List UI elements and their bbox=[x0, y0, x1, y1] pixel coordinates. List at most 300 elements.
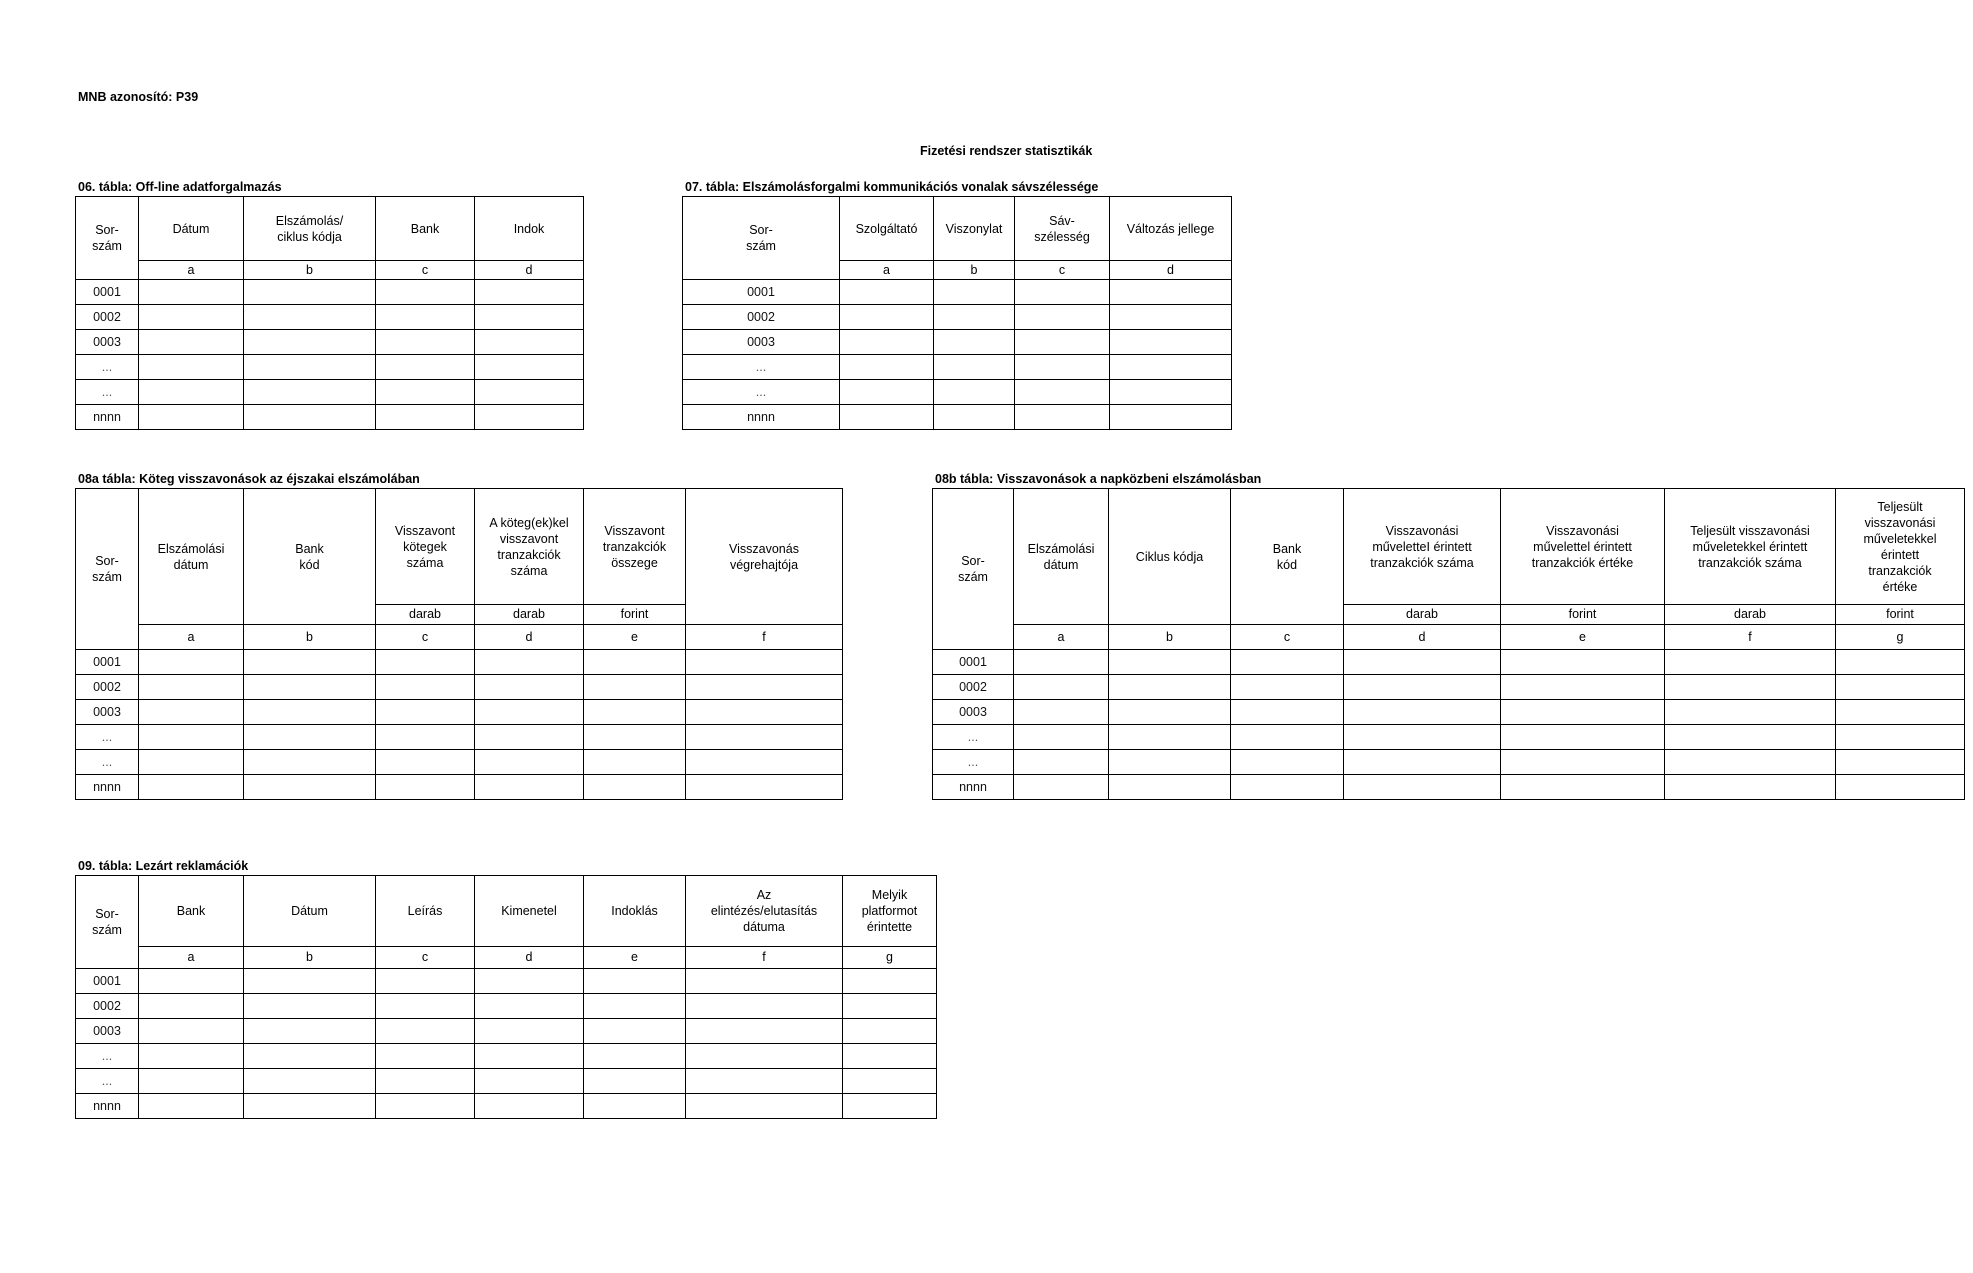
column-header: Teljesült visszavonási műveletekkel érintett tranzakciók értéke bbox=[1836, 489, 1965, 605]
column-header: Szolgáltató bbox=[840, 197, 934, 261]
data-cell bbox=[139, 380, 244, 405]
data-cell bbox=[244, 305, 376, 330]
column-header: Leírás bbox=[376, 876, 475, 947]
column-header: Visszavont tranzakciók összege bbox=[584, 489, 686, 605]
data-cell bbox=[139, 1094, 244, 1119]
data-cell bbox=[1344, 650, 1501, 675]
table-row bbox=[76, 1094, 937, 1119]
data-cell bbox=[1501, 650, 1665, 675]
column-letter: g bbox=[1836, 625, 1965, 650]
header-row bbox=[76, 489, 843, 605]
data-cell bbox=[843, 969, 937, 994]
page-title: Fizetési rendszer statisztikák bbox=[920, 144, 1093, 158]
unit-label: darab bbox=[1665, 605, 1836, 625]
data-cell bbox=[1109, 725, 1231, 750]
data-cell bbox=[475, 1069, 584, 1094]
data-cell bbox=[244, 650, 376, 675]
data-cell bbox=[1344, 725, 1501, 750]
table-row bbox=[933, 725, 1965, 750]
column-header: Kimenetel bbox=[475, 876, 584, 947]
data-cell bbox=[475, 750, 584, 775]
data-cell bbox=[475, 650, 584, 675]
data-cell bbox=[376, 725, 475, 750]
column-header: Változás jellege bbox=[1110, 197, 1232, 261]
data-cell bbox=[1231, 725, 1344, 750]
header-row bbox=[76, 876, 937, 947]
row-number: nnnn bbox=[683, 405, 840, 430]
table-row bbox=[76, 405, 584, 430]
data-cell bbox=[934, 405, 1015, 430]
column-header: Visszavonási művelettel érintett tranzakciók értéke bbox=[1501, 489, 1665, 605]
data-cell bbox=[840, 405, 934, 430]
unit-label: forint bbox=[1501, 605, 1665, 625]
data-cell bbox=[1231, 750, 1344, 775]
row-number: 0003 bbox=[76, 330, 139, 355]
table-09-title: 09. tábla: Lezárt reklamációk bbox=[78, 859, 249, 873]
table-row bbox=[76, 355, 584, 380]
data-cell bbox=[1015, 305, 1110, 330]
column-letter: e bbox=[1501, 625, 1665, 650]
data-cell bbox=[1836, 675, 1965, 700]
unit-label: forint bbox=[584, 605, 686, 625]
data-cell bbox=[1109, 675, 1231, 700]
table-09 bbox=[75, 875, 937, 1119]
column-header: Elszámolási dátum bbox=[139, 489, 244, 625]
data-cell bbox=[1665, 650, 1836, 675]
data-cell bbox=[1231, 650, 1344, 675]
column-letter: c bbox=[1015, 261, 1110, 280]
row-number: 0002 bbox=[683, 305, 840, 330]
row-number: 0001 bbox=[76, 650, 139, 675]
data-cell bbox=[584, 725, 686, 750]
data-cell bbox=[1110, 330, 1232, 355]
table-row bbox=[683, 280, 1232, 305]
data-cell bbox=[139, 405, 244, 430]
column-header: Visszavonás végrehajtója bbox=[686, 489, 843, 625]
column-header: Elszámolás/ ciklus kódja bbox=[244, 197, 376, 261]
column-letter-row bbox=[76, 625, 843, 650]
data-cell bbox=[244, 380, 376, 405]
data-cell bbox=[934, 305, 1015, 330]
column-header: Indok bbox=[475, 197, 584, 261]
data-cell bbox=[139, 305, 244, 330]
data-cell bbox=[475, 355, 584, 380]
data-cell bbox=[584, 775, 686, 800]
row-number: nnnn bbox=[76, 1094, 139, 1119]
column-letter: b bbox=[244, 261, 376, 280]
data-cell bbox=[376, 750, 475, 775]
column-header: Visszavonási műveletteI érintett tranzakciók száma bbox=[1344, 489, 1501, 605]
row-number: 0001 bbox=[683, 280, 840, 305]
data-cell bbox=[1344, 675, 1501, 700]
data-cell bbox=[376, 380, 475, 405]
row-number: ... bbox=[76, 725, 139, 750]
column-letter: f bbox=[686, 947, 843, 969]
data-cell bbox=[376, 1044, 475, 1069]
data-cell bbox=[475, 330, 584, 355]
data-cell bbox=[1109, 750, 1231, 775]
data-cell bbox=[840, 380, 934, 405]
data-cell bbox=[686, 675, 843, 700]
data-cell bbox=[376, 700, 475, 725]
column-letter: b bbox=[934, 261, 1015, 280]
data-cell bbox=[1014, 700, 1109, 725]
column-letter: f bbox=[686, 625, 843, 650]
table-row bbox=[933, 750, 1965, 775]
data-cell bbox=[840, 305, 934, 330]
data-cell bbox=[686, 775, 843, 800]
table-row bbox=[683, 405, 1232, 430]
table-row bbox=[933, 700, 1965, 725]
column-letter: a bbox=[139, 261, 244, 280]
data-cell bbox=[1014, 750, 1109, 775]
data-cell bbox=[475, 380, 584, 405]
data-cell bbox=[1836, 750, 1965, 775]
table-row bbox=[683, 355, 1232, 380]
row-number: 0003 bbox=[76, 700, 139, 725]
column-header: Bank kód bbox=[1231, 489, 1344, 625]
data-cell bbox=[584, 1069, 686, 1094]
row-number: ... bbox=[933, 725, 1014, 750]
column-header: Sáv- szélesség bbox=[1015, 197, 1110, 261]
data-cell bbox=[1015, 280, 1110, 305]
data-cell bbox=[376, 280, 475, 305]
data-cell bbox=[475, 405, 584, 430]
data-cell bbox=[1110, 305, 1232, 330]
data-cell bbox=[686, 650, 843, 675]
row-number: nnnn bbox=[76, 405, 139, 430]
row-number: ... bbox=[933, 750, 1014, 775]
data-cell bbox=[139, 330, 244, 355]
data-cell bbox=[584, 1044, 686, 1069]
table-row bbox=[933, 650, 1965, 675]
data-cell bbox=[244, 1044, 376, 1069]
data-cell bbox=[1110, 380, 1232, 405]
table-row bbox=[933, 675, 1965, 700]
data-cell bbox=[1110, 405, 1232, 430]
row-number: 0001 bbox=[933, 650, 1014, 675]
data-cell bbox=[139, 700, 244, 725]
table-row bbox=[76, 330, 584, 355]
data-cell bbox=[1015, 380, 1110, 405]
data-cell bbox=[840, 280, 934, 305]
column-letter-row bbox=[76, 261, 584, 280]
table-row bbox=[76, 994, 937, 1019]
table-row bbox=[933, 775, 1965, 800]
data-cell bbox=[1501, 750, 1665, 775]
data-cell bbox=[139, 994, 244, 1019]
column-header: Bank bbox=[376, 197, 475, 261]
data-cell bbox=[1501, 725, 1665, 750]
column-header: Bank bbox=[139, 876, 244, 947]
column-letter: e bbox=[584, 947, 686, 969]
data-cell bbox=[244, 1019, 376, 1044]
data-cell bbox=[475, 994, 584, 1019]
data-cell bbox=[1501, 700, 1665, 725]
column-header: Melyik platformot érintette bbox=[843, 876, 937, 947]
data-cell bbox=[686, 1069, 843, 1094]
header-row bbox=[683, 197, 1232, 261]
data-cell bbox=[244, 700, 376, 725]
data-cell bbox=[1014, 725, 1109, 750]
data-cell bbox=[840, 330, 934, 355]
data-cell bbox=[1110, 355, 1232, 380]
column-header: Teljesült visszavonási műveletekkel érintett tranzakciók száma bbox=[1665, 489, 1836, 605]
data-cell bbox=[686, 700, 843, 725]
table-row bbox=[76, 650, 843, 675]
column-letter: d bbox=[1344, 625, 1501, 650]
data-cell bbox=[1501, 775, 1665, 800]
column-letter: a bbox=[139, 947, 244, 969]
data-cell bbox=[244, 280, 376, 305]
data-cell bbox=[1014, 675, 1109, 700]
data-cell bbox=[1665, 775, 1836, 800]
data-cell bbox=[475, 305, 584, 330]
data-cell bbox=[1015, 405, 1110, 430]
table-row bbox=[76, 700, 843, 725]
column-letter: g bbox=[843, 947, 937, 969]
table-row bbox=[76, 750, 843, 775]
data-cell bbox=[139, 650, 244, 675]
column-letter: b bbox=[1109, 625, 1231, 650]
column-header: Dátum bbox=[244, 876, 376, 947]
data-cell bbox=[1231, 675, 1344, 700]
data-cell bbox=[376, 1019, 475, 1044]
column-header: Az elintézés/elutasítás dátuma bbox=[686, 876, 843, 947]
table-row bbox=[76, 380, 584, 405]
row-number: 0002 bbox=[76, 305, 139, 330]
column-letter: b bbox=[244, 947, 376, 969]
row-number: 0002 bbox=[76, 994, 139, 1019]
table-08a-title: 08a tábla: Köteg visszavonások az éjszakai elszámolában bbox=[78, 472, 420, 486]
data-cell bbox=[244, 994, 376, 1019]
row-number: ... bbox=[683, 355, 840, 380]
data-cell bbox=[376, 775, 475, 800]
table-row bbox=[76, 675, 843, 700]
data-cell bbox=[1109, 650, 1231, 675]
table-row bbox=[683, 380, 1232, 405]
data-cell bbox=[1665, 700, 1836, 725]
data-cell bbox=[1836, 775, 1965, 800]
data-cell bbox=[244, 775, 376, 800]
column-letter: f bbox=[1665, 625, 1836, 650]
data-cell bbox=[139, 775, 244, 800]
data-cell bbox=[475, 969, 584, 994]
row-number: ... bbox=[683, 380, 840, 405]
column-header: Visszavont kötegek száma bbox=[376, 489, 475, 605]
column-letter: a bbox=[139, 625, 244, 650]
table-07-title: 07. tábla: Elszámolásforgalmi kommunikációs vonalak sávszélessége bbox=[685, 180, 1099, 194]
table-row bbox=[683, 305, 1232, 330]
row-number: 0003 bbox=[683, 330, 840, 355]
data-cell bbox=[376, 405, 475, 430]
data-cell bbox=[686, 725, 843, 750]
data-cell bbox=[584, 750, 686, 775]
data-cell bbox=[376, 675, 475, 700]
data-cell bbox=[244, 969, 376, 994]
data-cell bbox=[1836, 725, 1965, 750]
column-letter: d bbox=[475, 625, 584, 650]
unit-label: darab bbox=[376, 605, 475, 625]
column-letter-row bbox=[933, 625, 1965, 650]
data-cell bbox=[139, 280, 244, 305]
row-number-header: Sor- szám bbox=[76, 876, 139, 969]
row-number: nnnn bbox=[933, 775, 1014, 800]
row-number-header: Sor- szám bbox=[76, 489, 139, 650]
mnb-id: MNB azonosító: P39 bbox=[78, 90, 199, 104]
data-cell bbox=[244, 355, 376, 380]
table-row bbox=[76, 1044, 937, 1069]
row-number: 0002 bbox=[933, 675, 1014, 700]
data-cell bbox=[1344, 700, 1501, 725]
data-cell bbox=[1014, 775, 1109, 800]
column-letter: c bbox=[376, 947, 475, 969]
data-cell bbox=[843, 1019, 937, 1044]
data-cell bbox=[934, 380, 1015, 405]
data-cell bbox=[475, 775, 584, 800]
unit-label: forint bbox=[1836, 605, 1965, 625]
table-07 bbox=[682, 196, 1232, 430]
row-number-header: Sor- szám bbox=[76, 197, 139, 280]
column-letter: a bbox=[1014, 625, 1109, 650]
data-cell bbox=[475, 280, 584, 305]
data-cell bbox=[1836, 650, 1965, 675]
data-cell bbox=[475, 675, 584, 700]
data-cell bbox=[843, 1069, 937, 1094]
table-06-title: 06. tábla: Off-line adatforgalmazás bbox=[78, 180, 282, 194]
table-08b bbox=[932, 488, 1965, 800]
data-cell bbox=[686, 1044, 843, 1069]
data-cell bbox=[1015, 355, 1110, 380]
row-number: 0003 bbox=[933, 700, 1014, 725]
data-cell bbox=[843, 994, 937, 1019]
data-cell bbox=[244, 1069, 376, 1094]
data-cell bbox=[244, 1094, 376, 1119]
column-header: Elszámolási dátum bbox=[1014, 489, 1109, 625]
data-cell bbox=[139, 969, 244, 994]
data-cell bbox=[584, 1094, 686, 1119]
unit-label: darab bbox=[1344, 605, 1501, 625]
data-cell bbox=[244, 405, 376, 430]
unit-label: darab bbox=[475, 605, 584, 625]
data-cell bbox=[686, 969, 843, 994]
data-cell bbox=[934, 330, 1015, 355]
row-number: ... bbox=[76, 1044, 139, 1069]
table-row bbox=[76, 1069, 937, 1094]
data-cell bbox=[139, 1069, 244, 1094]
data-cell bbox=[1665, 725, 1836, 750]
data-cell bbox=[139, 750, 244, 775]
row-number: nnnn bbox=[76, 775, 139, 800]
column-letter: c bbox=[1231, 625, 1344, 650]
column-header: Indoklás bbox=[584, 876, 686, 947]
data-cell bbox=[1110, 280, 1232, 305]
data-cell bbox=[1501, 675, 1665, 700]
data-cell bbox=[1344, 750, 1501, 775]
data-cell bbox=[1836, 700, 1965, 725]
table-row bbox=[683, 330, 1232, 355]
data-cell bbox=[376, 330, 475, 355]
column-letter: c bbox=[376, 625, 475, 650]
data-cell bbox=[686, 750, 843, 775]
data-cell bbox=[840, 355, 934, 380]
data-cell bbox=[376, 969, 475, 994]
row-number-header: Sor- szám bbox=[683, 197, 840, 280]
column-letter: a bbox=[840, 261, 934, 280]
row-number: 0001 bbox=[76, 280, 139, 305]
data-cell bbox=[584, 969, 686, 994]
row-number: ... bbox=[76, 750, 139, 775]
data-cell bbox=[376, 1069, 475, 1094]
column-header: Viszonylat bbox=[934, 197, 1015, 261]
data-cell bbox=[843, 1044, 937, 1069]
data-cell bbox=[843, 1094, 937, 1119]
data-cell bbox=[686, 1094, 843, 1119]
data-cell bbox=[1109, 700, 1231, 725]
data-cell bbox=[1231, 775, 1344, 800]
data-cell bbox=[1015, 330, 1110, 355]
data-cell bbox=[244, 725, 376, 750]
column-letter-row bbox=[76, 947, 937, 969]
data-cell bbox=[244, 330, 376, 355]
data-cell bbox=[1665, 750, 1836, 775]
data-cell bbox=[584, 994, 686, 1019]
data-cell bbox=[376, 355, 475, 380]
table-08a bbox=[75, 488, 843, 800]
table-row bbox=[76, 280, 584, 305]
table-row bbox=[76, 1019, 937, 1044]
data-cell bbox=[584, 700, 686, 725]
data-cell bbox=[139, 675, 244, 700]
table-row bbox=[76, 969, 937, 994]
row-number: 0003 bbox=[76, 1019, 139, 1044]
data-cell bbox=[376, 994, 475, 1019]
row-number: ... bbox=[76, 1069, 139, 1094]
data-cell bbox=[686, 994, 843, 1019]
data-cell bbox=[376, 305, 475, 330]
column-letter: d bbox=[1110, 261, 1232, 280]
data-cell bbox=[1109, 775, 1231, 800]
row-number: ... bbox=[76, 355, 139, 380]
data-cell bbox=[686, 1019, 843, 1044]
data-cell bbox=[139, 355, 244, 380]
data-cell bbox=[475, 1019, 584, 1044]
data-cell bbox=[475, 700, 584, 725]
header-row bbox=[933, 489, 1965, 605]
column-header: A köteg(ek)kel visszavont tranzakciók száma bbox=[475, 489, 584, 605]
data-cell bbox=[475, 725, 584, 750]
data-cell bbox=[584, 1019, 686, 1044]
data-cell bbox=[244, 675, 376, 700]
data-cell bbox=[1014, 650, 1109, 675]
data-cell bbox=[934, 355, 1015, 380]
table-row bbox=[76, 775, 843, 800]
row-number-header: Sor- szám bbox=[933, 489, 1014, 650]
data-cell bbox=[139, 1044, 244, 1069]
column-header: Dátum bbox=[139, 197, 244, 261]
column-letter: b bbox=[244, 625, 376, 650]
row-number: ... bbox=[76, 380, 139, 405]
data-cell bbox=[376, 650, 475, 675]
data-cell bbox=[584, 650, 686, 675]
data-cell bbox=[475, 1044, 584, 1069]
data-cell bbox=[1344, 775, 1501, 800]
data-cell bbox=[475, 1094, 584, 1119]
row-number: 0001 bbox=[76, 969, 139, 994]
data-cell bbox=[1231, 700, 1344, 725]
row-number: 0002 bbox=[76, 675, 139, 700]
data-cell bbox=[1665, 675, 1836, 700]
